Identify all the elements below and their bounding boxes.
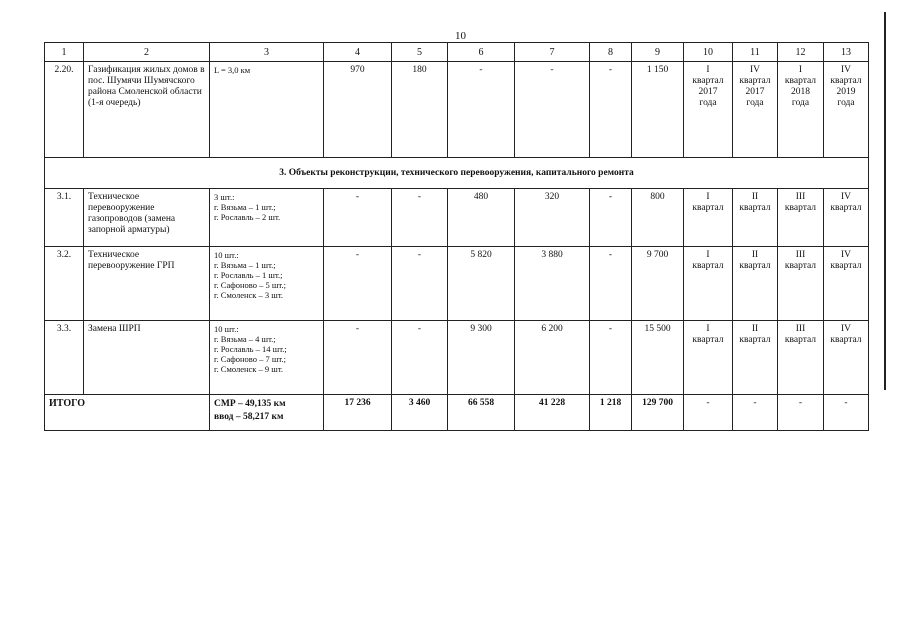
cell-col-7: 320 (515, 189, 590, 247)
cell-col-9: 9 700 (632, 247, 684, 321)
param-line: 10 шт.: (214, 324, 239, 334)
quarter-line: 2017 (745, 87, 765, 97)
total-param-line: ввод – 58,217 км (214, 412, 284, 422)
quarter-line: III (795, 192, 806, 202)
quarter-line: года (699, 98, 717, 108)
cell-col-9: 800 (632, 189, 684, 247)
quarter-cell (733, 189, 778, 247)
cell-col-7: 3 880 (515, 247, 590, 321)
cell-col-6: 9 300 (448, 321, 515, 395)
quarter-line: III (795, 250, 806, 260)
total-col-7: 41 228 (515, 395, 590, 431)
total-row (45, 395, 869, 431)
row-number: 3.1. (45, 189, 84, 247)
param-line: г. Вязьма – 1 шт.; (214, 260, 276, 270)
end-quarter-cell (824, 62, 869, 158)
start-quarter-cell (684, 62, 733, 158)
quarter-line: 2017 (698, 87, 718, 97)
quarter-line: I (706, 192, 710, 202)
quarter-line: I (706, 250, 710, 260)
table-row-2-20 (45, 62, 869, 158)
quarter-line: квартал (692, 335, 724, 345)
cell-col-9: 15 500 (632, 321, 684, 395)
row-number: 3.2. (45, 247, 84, 321)
quarter-line: года (746, 98, 764, 108)
object-name: Техническое перевооружение газопроводов (замена запорной арматуры) (84, 189, 210, 247)
total-col-13: - (824, 395, 869, 431)
quarter-cell (778, 189, 824, 247)
quarter-line: II (751, 324, 759, 334)
object-parameters: L = 3,0 км (210, 62, 324, 158)
cell-col-5: - (392, 247, 448, 321)
quarter-line: года (837, 98, 855, 108)
quarter-cell (684, 189, 733, 247)
quarter-line: квартал (692, 261, 724, 271)
quarter-line: 2018 (791, 87, 810, 97)
col-header-13: 13 (824, 43, 869, 62)
object-parameters (210, 321, 324, 395)
cell-col-4: - (324, 189, 392, 247)
quarter-line: квартал (830, 261, 862, 271)
param-line: г. Рославль – 1 шт.; (214, 270, 283, 280)
quarter-line: IV (840, 324, 852, 334)
param-line: г. Сафоново – 7 шт.; (214, 354, 286, 364)
param-line: г. Вязьма – 4 шт.; (214, 334, 276, 344)
quarter-line: IV (840, 250, 852, 260)
col-header-1: 1 (45, 43, 84, 62)
cell-col-7: 6 200 (515, 321, 590, 395)
quarter-line: III (795, 324, 806, 334)
quarter-line: квартал (692, 203, 724, 213)
total-col-11: - (733, 395, 778, 431)
param-line: г. Вязьма – 1 шт.; (214, 202, 276, 212)
total-label: ИТОГО (45, 395, 210, 431)
col-header-4: 4 (324, 43, 392, 62)
object-name: Замена ШРП (84, 321, 210, 395)
start-quarter-cell (778, 62, 824, 158)
quarter-cell (684, 321, 733, 395)
quarter-line: I (706, 65, 710, 75)
column-number-row (45, 43, 869, 62)
table-row-3-3 (45, 321, 869, 395)
cell-col-9: 1 150 (632, 62, 684, 158)
param-line: г. Смоленск – 3 шт. (214, 290, 284, 300)
cell-col-6: - (448, 62, 515, 158)
quarter-line: квартал (784, 261, 817, 271)
param-line: 10 шт.: (214, 250, 239, 260)
object-parameters (210, 247, 324, 321)
total-col-5: 3 460 (392, 395, 448, 431)
quarter-line: I (798, 65, 803, 75)
quarter-line: II (751, 192, 759, 202)
end-quarter-cell (733, 62, 778, 158)
total-col-9: 129 700 (632, 395, 684, 431)
cell-col-4: - (324, 321, 392, 395)
page-number: 10 (455, 30, 466, 42)
col-header-12: 12 (778, 43, 824, 62)
param-line: г. Смоленск – 9 шт. (214, 364, 284, 374)
col-header-5: 5 (392, 43, 448, 62)
param-line: г. Сафоново – 5 шт.; (214, 280, 286, 290)
cell-col-8: - (590, 62, 632, 158)
param-line: г. Рославль – 14 шт.; (214, 344, 287, 354)
quarter-line: IV (840, 65, 852, 75)
total-col-4: 17 236 (324, 395, 392, 431)
quarter-cell (824, 247, 869, 321)
object-name: Газификация жилых домов в пос. Шумячи Шумячского района Смоленской области (1-я очередь) (84, 62, 210, 158)
param-line: 3 шт.: (214, 192, 235, 202)
quarter-cell (778, 247, 824, 321)
cell-col-5: 180 (392, 62, 448, 158)
col-header-8: 8 (590, 43, 632, 62)
section-title: 3. Объекты реконструкции, технического перевооружения, капитального ремонта (45, 158, 869, 189)
quarter-line: квартал (830, 335, 862, 345)
page-edge-line (884, 12, 886, 390)
cell-col-6: 5 820 (448, 247, 515, 321)
col-header-3: 3 (210, 43, 324, 62)
cell-col-8: - (590, 189, 632, 247)
quarter-line: квартал (739, 261, 771, 271)
total-col-12: - (778, 395, 824, 431)
quarter-line: квартал (739, 203, 771, 213)
table-row-3-1 (45, 189, 869, 247)
row-number: 2.20. (45, 62, 84, 158)
total-col-6: 66 558 (448, 395, 515, 431)
section-3-header-row (45, 158, 869, 189)
quarter-cell (684, 247, 733, 321)
row-number: 3.3. (45, 321, 84, 395)
quarter-line: I (706, 324, 710, 334)
col-header-6: 6 (448, 43, 515, 62)
total-col-8: 1 218 (590, 395, 632, 431)
total-param-line: СМР – 49,135 км (214, 399, 286, 409)
quarter-line: квартал (739, 76, 771, 86)
cell-col-7: - (515, 62, 590, 158)
quarter-line: квартал (784, 335, 817, 345)
total-parameters (210, 395, 324, 431)
quarter-line: II (751, 250, 759, 260)
cell-col-4: 970 (324, 62, 392, 158)
quarter-cell (733, 321, 778, 395)
cell-col-8: - (590, 247, 632, 321)
quarter-line: 2019 (836, 87, 856, 97)
object-name: Техническое перевооружение ГРП (84, 247, 210, 321)
quarter-line: квартал (784, 76, 817, 86)
quarter-line: года (791, 98, 810, 108)
investment-program-table (44, 42, 869, 431)
quarter-line: IV (840, 192, 852, 202)
cell-col-5: - (392, 189, 448, 247)
cell-col-5: - (392, 321, 448, 395)
quarter-line: квартал (830, 76, 862, 86)
quarter-line: квартал (830, 203, 862, 213)
col-header-11: 11 (733, 43, 778, 62)
quarter-line: IV (749, 65, 761, 75)
cell-col-6: 480 (448, 189, 515, 247)
quarter-cell (824, 321, 869, 395)
col-header-10: 10 (684, 43, 733, 62)
cell-col-8: - (590, 321, 632, 395)
quarter-cell (824, 189, 869, 247)
quarter-line: квартал (692, 76, 724, 86)
quarter-cell (778, 321, 824, 395)
quarter-line: квартал (739, 335, 771, 345)
table-row-3-2 (45, 247, 869, 321)
quarter-line: квартал (784, 203, 817, 213)
col-header-2: 2 (84, 43, 210, 62)
total-col-10: - (684, 395, 733, 431)
col-header-9: 9 (632, 43, 684, 62)
cell-col-4: - (324, 247, 392, 321)
quarter-cell (733, 247, 778, 321)
object-parameters (210, 189, 324, 247)
col-header-7: 7 (515, 43, 590, 62)
param-line: г. Рославль – 2 шт. (214, 212, 281, 222)
